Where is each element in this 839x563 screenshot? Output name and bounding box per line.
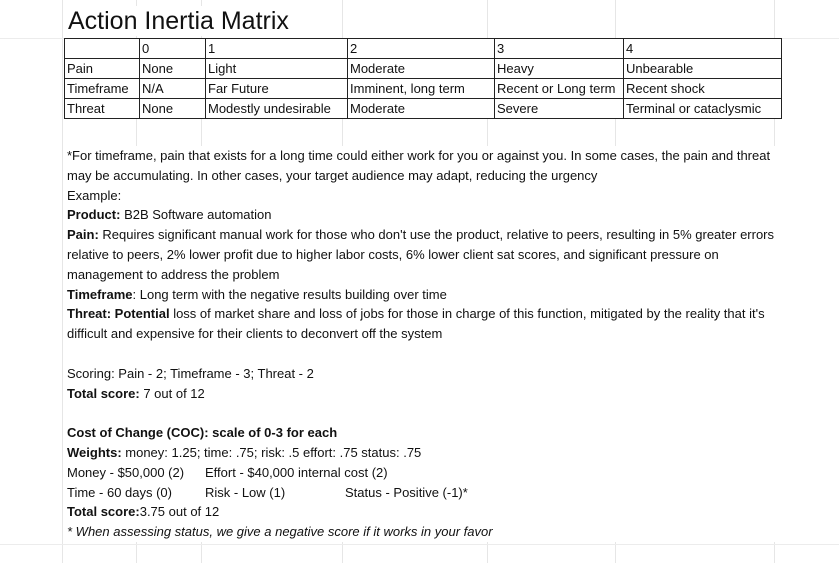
effort-item: Effort - $40,000 internal cost (2) (205, 464, 388, 480)
table-cell[interactable]: 1 (206, 39, 348, 59)
weights-value: money: 1.25; time: .75; risk: .5 effort: .75 status: .75 (121, 444, 422, 460)
threat-line (67, 304, 792, 344)
time-item: Time - 60 days (0) (67, 484, 172, 500)
table-cell[interactable]: N/A (140, 79, 206, 99)
weights-line (67, 443, 792, 463)
example-label: Example: (67, 187, 122, 203)
total-score-value: 7 out of 12 (139, 385, 205, 401)
table-cell[interactable]: Light (206, 59, 348, 79)
notes-block (67, 146, 792, 542)
table-header-row (65, 39, 782, 59)
threat-label: Threat: Potential (67, 306, 170, 322)
table-cell[interactable]: Recent shock (624, 79, 782, 99)
coc-heading: Cost of Change (COC): scale of 0-3 for each (67, 425, 338, 441)
table-cell[interactable]: Heavy (495, 59, 624, 79)
row-label[interactable]: Pain (65, 59, 140, 79)
total-score-coc-line (67, 502, 792, 522)
total-score-coc-label: Total score: (67, 504, 140, 520)
table-cell[interactable]: Moderate (348, 99, 495, 119)
table-cell[interactable]: 2 (348, 39, 495, 59)
status-item: Status - Positive (-1)* (345, 484, 468, 500)
total-score-line (67, 384, 792, 404)
table-cell[interactable]: Imminent, long term (348, 79, 495, 99)
row-label[interactable]: Threat (65, 99, 140, 119)
table-cell[interactable]: 4 (624, 39, 782, 59)
table-row-timeframe (65, 79, 782, 99)
table-cell[interactable]: Modestly undesirable (206, 99, 348, 119)
table-cell[interactable]: Moderate (348, 59, 495, 79)
table-row-pain (65, 59, 782, 79)
pain-value: Requires significant manual work for those who don't use the product, relative to peers, resulting in 5% greater errors relative to peers, 2% lower profit due to higher labor costs, 6% lower client sat scores, and significant pressure on management to address the problem (67, 227, 775, 282)
pain-line (67, 225, 792, 284)
page-title: Action Inertia Matrix (68, 6, 295, 36)
table-cell[interactable]: 3 (495, 39, 624, 59)
product-line (67, 205, 792, 225)
money-effort-line (67, 463, 792, 483)
table-cell[interactable]: 0 (140, 39, 206, 59)
row-label[interactable]: Timeframe (65, 79, 140, 99)
table-cell[interactable]: Severe (495, 99, 624, 119)
timeframe-line (67, 285, 792, 305)
timeframe-note: *For timeframe, pain that exists for a long time could either work for you or against you. In some cases, the pain and threat may be accumulating. In other cases, your target audience may adapt, reducing the urgency (67, 148, 771, 183)
spacer (67, 403, 792, 423)
total-score-coc-value: 3.75 out of 12 (139, 504, 220, 520)
table-cell[interactable]: None (140, 59, 206, 79)
action-inertia-matrix-table (64, 38, 782, 119)
gridline (62, 0, 63, 563)
table-cell[interactable]: None (140, 99, 206, 119)
product-label: Product: (67, 207, 121, 223)
table-row-threat (65, 99, 782, 119)
timeframe-value: : Long term with the negative results building over time (132, 286, 447, 302)
time-risk-status-line (67, 483, 792, 503)
gridline (0, 544, 839, 545)
table-cell[interactable] (65, 39, 140, 59)
weights-label: Weights: (67, 444, 122, 460)
product-value: B2B Software automation (120, 207, 272, 223)
money-item: Money - $50,000 (2) (67, 464, 185, 480)
spacer (67, 344, 792, 364)
scoring-line: Scoring: Pain - 2; Timeframe - 3; Threat - 2 (67, 365, 314, 381)
status-footnote: * When assessing status, we give a negative score if it works in your favor (67, 524, 493, 540)
threat-value: loss of market share and loss of jobs for those in charge of this function, mitigated by the reality that it's difficult and expensive for their clients to deconvert off the system (67, 306, 765, 342)
table-cell[interactable]: Recent or Long term (495, 79, 624, 99)
table-cell[interactable]: Far Future (206, 79, 348, 99)
pain-label: Pain: (67, 227, 99, 243)
risk-item: Risk - Low (1) (205, 484, 286, 500)
table-cell[interactable]: Terminal or cataclysmic (624, 99, 782, 119)
total-score-label: Total score: (67, 385, 140, 401)
table-cell[interactable]: Unbearable (624, 59, 782, 79)
timeframe-label: Timeframe (67, 286, 133, 302)
